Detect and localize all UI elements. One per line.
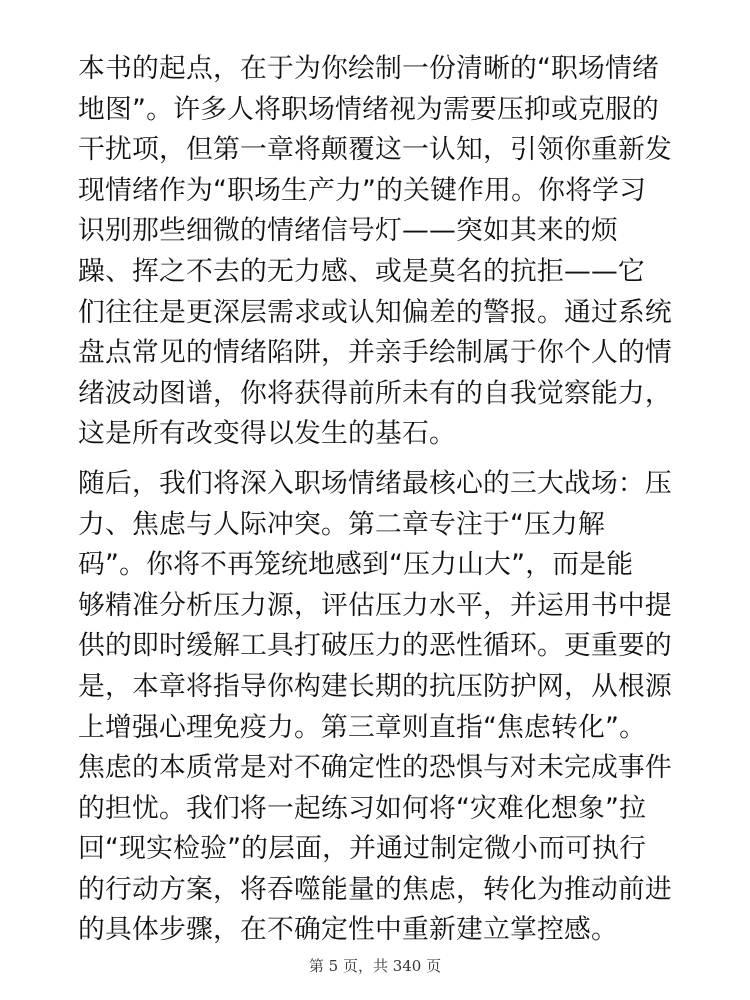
text-line: 本书的起点，在于为你绘制一份清晰的“职场情绪 bbox=[78, 53, 660, 84]
text-line: 够精准分析压力源，评估压力水平，并运用书中提 bbox=[78, 589, 672, 621]
text-line: 干扰项，但第一章将颠覆这一认知，引领你重新发 bbox=[78, 134, 672, 166]
text-line: 的担忧。我们将一起练习如何将“灾难化想象”拉 bbox=[78, 792, 647, 824]
text-line: 供的即时缓解工具打破压力的恶性循环。更重要的 bbox=[78, 630, 672, 662]
text-line: 绪波动图谱，你将获得前所未有的自我觉察能力， bbox=[78, 377, 672, 409]
text-line: 盘点常见的情绪陷阱，并亲手绘制属于你个人的情 bbox=[78, 337, 672, 369]
text-line: 识别那些细微的情绪信号灯——突如其来的烦 bbox=[78, 215, 618, 247]
text-line: 焦虑的本质常是对不确定性的恐惧与对未完成事件 bbox=[78, 752, 672, 784]
text-line: 是，本章将指导你构建长期的抗压防护网，从根源 bbox=[78, 670, 672, 702]
paragraph-1 bbox=[78, 49, 678, 455]
text-line: 上增强心理免疫力。第三章则直指“焦虑转化”。 bbox=[78, 711, 647, 743]
body-text bbox=[78, 49, 678, 951]
text-line: 回“现实检验”的层面，并通过制定微小而可执行 bbox=[78, 833, 647, 865]
paragraph-2 bbox=[78, 464, 678, 951]
text-line: 躁、挥之不去的无力感、或是莫名的抗拒——它 bbox=[78, 255, 645, 287]
text-line: 这是所有改变得以发生的基石。 bbox=[78, 418, 456, 450]
text-line: 码”。你将不再笼统地感到“压力山大”，而是能 bbox=[78, 549, 634, 581]
text-line: 们往往是更深层需求或认知偏差的警报。通过系统 bbox=[78, 296, 672, 328]
text-line: 力、焦虑与人际冲突。第二章专注于“压力解 bbox=[78, 508, 606, 540]
page-number: 第 5 页，共 340 页 bbox=[308, 957, 442, 975]
text-line: 随后，我们将深入职场情绪最核心的三大战场：压 bbox=[78, 467, 672, 499]
text-line: 地图”。许多人将职场情绪视为需要压抑或克服的 bbox=[78, 93, 660, 125]
text-line: 的具体步骤，在不确定性中重新建立掌控感。 bbox=[78, 914, 618, 946]
text-line: 的行动方案，将吞噬能量的焦虑，转化为推动前进 bbox=[78, 873, 672, 905]
text-line: 现情绪作为“职场生产力”的关键作用。你将学习 bbox=[78, 174, 647, 206]
